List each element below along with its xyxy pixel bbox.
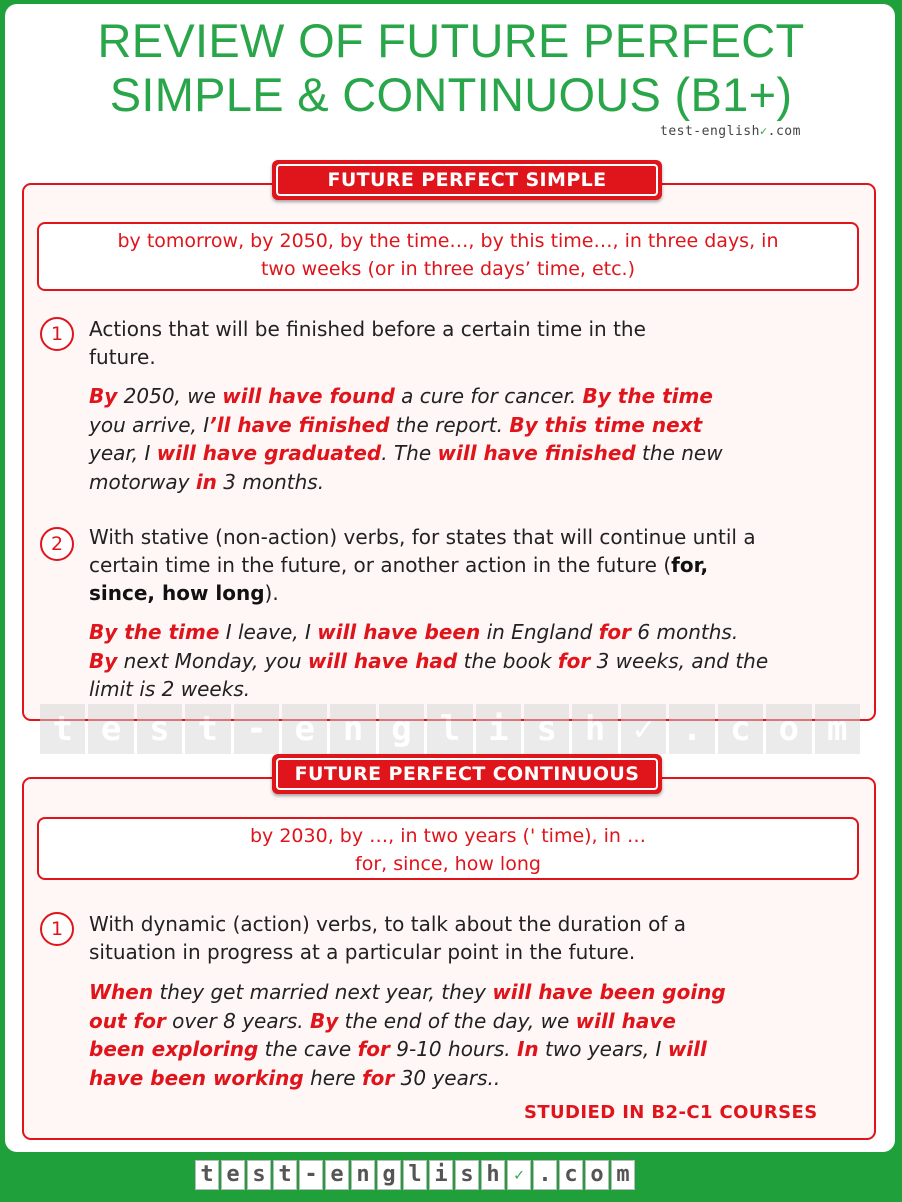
time-expressions-box <box>37 817 859 880</box>
rule-line: situation in progress at a particular point in the future. <box>89 940 636 964</box>
logo-letter: s <box>455 1160 479 1190</box>
text: here <box>303 1065 362 1090</box>
example-line <box>89 411 859 440</box>
highlight: will have been going <box>492 980 726 1004</box>
watermark-letter: . <box>669 704 714 754</box>
highlight: In <box>516 1037 539 1061</box>
rule-description <box>89 523 859 607</box>
rule-number-badge: 1 <box>40 317 74 351</box>
time-expressions-line: by 2030, by …, in two years (' time), in … <box>250 825 646 847</box>
rule-line: With stative (non-action) verbs, for states that will continue until a <box>89 525 756 549</box>
example-line <box>89 1064 859 1093</box>
text: 9-10 hours. <box>389 1037 517 1061</box>
rule-description <box>89 910 859 966</box>
brand-suffix: .com <box>767 124 801 139</box>
text: limit is 2 weeks. <box>89 677 251 701</box>
watermark-letter: l <box>427 704 472 754</box>
logo-letter: e <box>221 1160 245 1190</box>
logo-letter: m <box>611 1160 635 1190</box>
rule-number-badge: 2 <box>40 527 74 561</box>
text: the cave <box>258 1037 358 1061</box>
example-line <box>89 468 859 497</box>
highlight: for <box>598 620 632 644</box>
highlight: By this time next <box>509 412 703 437</box>
example-line <box>89 439 859 468</box>
text: ). <box>264 581 279 605</box>
logo-letter: n <box>351 1160 375 1190</box>
watermark-letter: i <box>476 704 521 754</box>
courses-note: STUDIED IN B2-C1 COURSES <box>524 1102 818 1123</box>
highlight: have been working <box>89 1065 304 1090</box>
watermark-letter: m <box>815 704 860 754</box>
logo-letter: h <box>481 1160 505 1190</box>
brand-text: test-english <box>660 124 760 139</box>
future-perfect-simple-heading <box>272 160 662 200</box>
logo-letter: . <box>533 1160 557 1190</box>
example-sentences <box>89 978 859 1092</box>
watermark <box>40 704 860 754</box>
logo-letter: - <box>299 1160 323 1190</box>
logo-letter: c <box>559 1160 583 1190</box>
highlight: will have had <box>307 648 458 673</box>
text: the new <box>635 441 723 465</box>
title-line-1: REVIEW OF FUTURE PERFECT <box>97 14 805 67</box>
logo-letter: i <box>429 1160 453 1190</box>
rule-number-badge: 1 <box>40 912 74 946</box>
text: a cure for cancer. <box>394 384 583 408</box>
rule-line: future. <box>89 345 156 369</box>
example-line <box>89 1035 859 1064</box>
example-line <box>89 618 859 647</box>
text: next Monday, you <box>117 648 308 673</box>
rule-line <box>89 579 859 607</box>
time-expressions-line: for, since, how long <box>355 853 541 875</box>
highlight: will have graduated <box>156 441 382 465</box>
rule-line: With dynamic (action) verbs, to talk about the duration of a <box>89 912 687 936</box>
text: 30 years.. <box>394 1065 501 1090</box>
watermark-letter: n <box>330 704 375 754</box>
watermark-letter: c <box>718 704 763 754</box>
watermark-letter: g <box>379 704 424 754</box>
text: 6 months. <box>631 620 739 644</box>
rule-description <box>89 315 859 371</box>
text: the end of the day, we <box>338 1008 576 1033</box>
text: you arrive, I <box>89 412 210 437</box>
example-line <box>89 675 859 704</box>
logo-letter: o <box>585 1160 609 1190</box>
text: in England <box>480 620 599 644</box>
example-line <box>89 382 859 411</box>
watermark-letter: e <box>282 704 327 754</box>
title-line-2: SIMPLE & CONTINUOUS (B1+) <box>109 68 793 121</box>
check-icon: ✓ <box>621 704 666 754</box>
example-sentences <box>89 382 859 496</box>
example-line <box>89 978 859 1007</box>
watermark-letter: s <box>524 704 569 754</box>
highlight: When <box>89 980 154 1004</box>
watermark-letter: o <box>766 704 811 754</box>
highlight: will have finished <box>437 441 636 465</box>
heading-label: FUTURE PERFECT SIMPLE <box>276 164 658 196</box>
text: they get married next year, they <box>153 980 493 1004</box>
rule-line <box>89 551 859 579</box>
logo-letter: t <box>273 1160 297 1190</box>
logo-letter: e <box>325 1160 349 1190</box>
rule-line: Actions that will be finished before a certain time in the <box>89 317 646 341</box>
text: the report. <box>389 412 510 437</box>
highlight: By the time <box>582 384 713 408</box>
text: year, I <box>89 441 157 465</box>
text: 3 weeks, and the <box>590 648 769 673</box>
highlight: By <box>309 1008 339 1033</box>
watermark-letter: - <box>234 704 279 754</box>
page-title <box>0 14 902 122</box>
bold-keyword: since, how long <box>89 581 265 605</box>
example-sentences <box>89 618 859 704</box>
highlight: out for <box>89 1008 166 1033</box>
logo-letter: l <box>403 1160 427 1190</box>
watermark-letter: s <box>137 704 182 754</box>
logo-letter: s <box>247 1160 271 1190</box>
highlight: ’ll have finished <box>209 412 390 437</box>
text: . The <box>381 441 438 465</box>
text: two years, I <box>538 1037 668 1061</box>
text: 2050, we <box>117 384 223 408</box>
highlight: for <box>361 1065 395 1090</box>
text: 3 months. <box>216 469 325 494</box>
watermark-letter: h <box>572 704 617 754</box>
text: motorway <box>89 469 196 494</box>
time-expressions-line: two weeks (or in three days’ time, etc.) <box>260 258 636 280</box>
watermark-letter: t <box>185 704 230 754</box>
footer-logo <box>195 1160 635 1190</box>
highlight: By <box>89 384 118 408</box>
logo-letter: g <box>377 1160 401 1190</box>
text: certain time in the future, or another action in the future ( <box>89 553 672 577</box>
highlight: for <box>357 1037 390 1061</box>
brand-logo-small <box>660 124 801 139</box>
text: the book <box>457 648 558 673</box>
bold-keyword: for, <box>671 553 709 577</box>
highlight: will <box>667 1037 707 1061</box>
text: I leave, I <box>219 620 318 644</box>
heading-label: FUTURE PERFECT CONTINUOUS <box>276 758 658 790</box>
logo-letter: t <box>195 1160 219 1190</box>
highlight: By the time <box>89 620 220 644</box>
highlight: in <box>195 469 217 494</box>
highlight: will have <box>575 1008 676 1033</box>
example-line <box>89 1007 859 1036</box>
highlight: By <box>89 648 118 673</box>
text: over 8 years. <box>165 1008 310 1033</box>
highlight: been exploring <box>89 1037 259 1061</box>
example-line <box>89 647 859 676</box>
check-icon: ✓ <box>759 124 768 138</box>
time-expressions-line: by tomorrow, by 2050, by the time…, by this time…, in three days, in <box>117 230 779 252</box>
highlight: will have been <box>317 620 481 644</box>
time-expressions-box <box>37 222 859 291</box>
watermark-letter: t <box>40 704 85 754</box>
watermark-letter: e <box>88 704 133 754</box>
highlight: for <box>557 648 591 673</box>
check-icon: ✓ <box>507 1160 531 1190</box>
future-perfect-continuous-heading <box>272 754 662 794</box>
highlight: will have found <box>222 384 395 408</box>
